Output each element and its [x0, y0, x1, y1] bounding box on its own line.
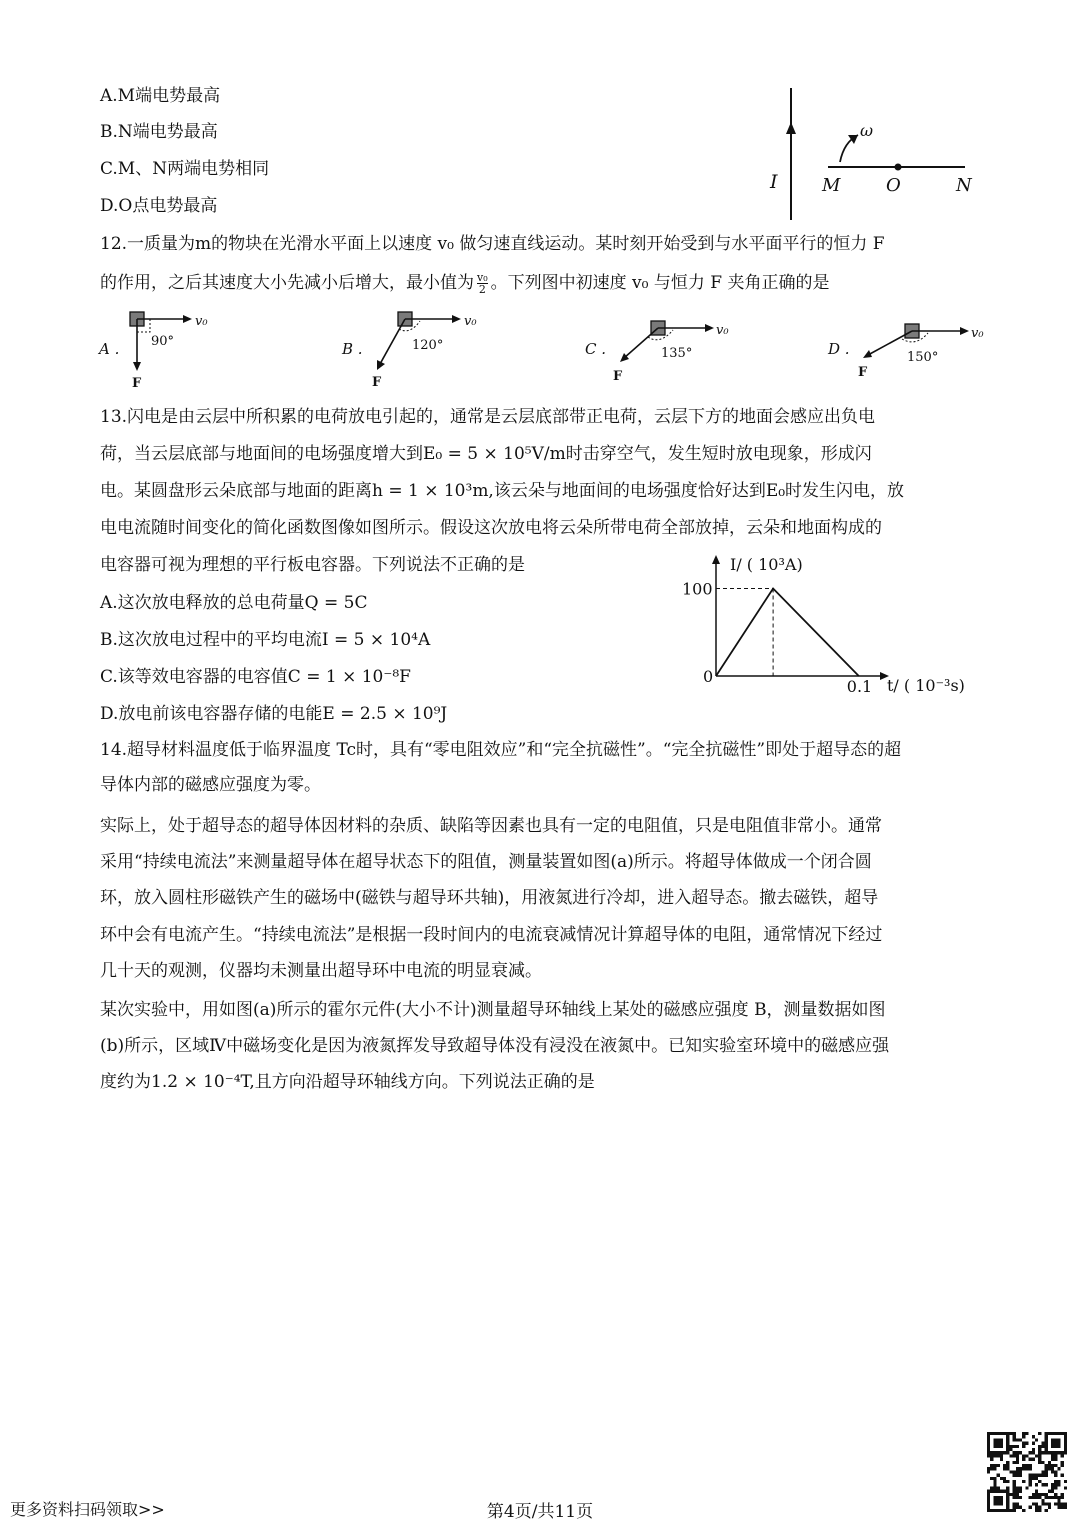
q12-choice-c: [585, 305, 745, 390]
svg-text:B .: B .: [342, 340, 363, 358]
svg-text:A .: A .: [99, 340, 120, 358]
q14-line-5: 环，放入圆柱形磁铁产生的磁场中(磁铁与超导环共轴)，用液氮进行冷却，进入超导态。撤去磁铁，超导: [100, 888, 879, 908]
q14-line-8: 某次实验中，用如图(a)所示的霍尔元件(大小不计)测量超导环轴线上某处的磁感应强度 B，测量数据如图: [100, 1000, 886, 1020]
velocity-arrow-icon: [960, 327, 969, 335]
q11-option-d: D.O点电势最高: [100, 196, 218, 216]
y-axis-label: I/ ( 10³A): [730, 555, 803, 574]
svg-text:90°: 90°: [151, 334, 175, 349]
q13-line-2: 荷，当云层底部与地面间的电场强度增大到E₀ = 5 × 10⁵V/m时击穿空气，发生短时放电现象，形成闪: [100, 444, 872, 464]
o-label: O: [886, 175, 901, 196]
svg-text:v₀: v₀: [716, 323, 729, 338]
q11-figure: [760, 80, 990, 225]
m-label: M: [822, 175, 841, 196]
current-label: I: [770, 171, 778, 193]
q12-line-2: 的作用，之后其速度大小先减小后增大，最小值为 $\frac{\text{v₀}}{2}$ 。下列图中初速度 v₀ 与恒力 F 夹角正确的是: [100, 271, 830, 296]
force-arrow-icon: [863, 350, 872, 358]
q13-option-b: B.这次放电过程中的平均电流I = 5 × 10⁴A: [100, 630, 431, 650]
svg-text:F: F: [372, 375, 382, 390]
q13-current-chart: [670, 548, 990, 703]
q11-option-c: C.M、N两端电势相同: [100, 159, 270, 179]
svg-text:120°: 120°: [412, 338, 444, 353]
x-tick-label: 0.1: [846, 677, 873, 696]
q13-option-c: C.该等效电容器的电容值C = 1 × 10⁻⁸F: [100, 667, 411, 687]
q14-line-1: 14.超导材料温度低于临界温度 Tc时，具有“零电阻效应”和“完全抗磁性”。“完全抗磁性”即处于超导态的超: [100, 740, 902, 760]
q11-option-b: B.N端电势最高: [100, 122, 218, 142]
x-axis-label: t/ ( 10⁻³s): [887, 676, 965, 695]
y-tick-label: 100: [682, 579, 713, 599]
current-arrow-icon: [786, 122, 796, 134]
force-arrow-icon: [133, 362, 141, 371]
q14-line-10: 度约为1.2 × 10⁻⁴T,且方向沿超导环轴线方向。下列说法正确的是: [100, 1072, 595, 1092]
n-label: N: [956, 175, 972, 196]
fraction: $\frac{\text{v₀}}{2}$: [477, 271, 488, 296]
q13-line-1: 13.闪电是由云层中所积累的电荷放电引起的，通常是云层底部带正电荷，云层下方的地面会感应出负电: [100, 407, 876, 427]
q13-line-4: 电电流随时间变化的简化函数图像如图所示。假设这次放电将云朵所带电荷全部放掉，云朵和地面构成的: [100, 518, 882, 538]
q13-option-d: D.放电前该电容器存储的电能E = 2.5 × 10⁹J: [100, 704, 448, 724]
svg-text:C .: C .: [585, 340, 607, 358]
velocity-arrow-icon: [452, 315, 461, 323]
svg-text:F: F: [858, 365, 868, 380]
svg-text:F: F: [613, 369, 623, 384]
velocity-arrow-icon: [705, 324, 714, 332]
page-number: 第4页/共11页: [486, 1502, 594, 1522]
svg-text:v₀: v₀: [464, 314, 477, 329]
q14-line-7: 几十天的观测，仪器均未测量出超导环中电流的明显衰减。: [100, 961, 542, 981]
svg-text:v₀: v₀: [971, 326, 984, 341]
qr-code-icon[interactable]: [987, 1432, 1067, 1512]
q14-line-3: 实际上，处于超导态的超导体因材料的杂质、缺陷等因素也具有一定的电阻值，只是电阻值非常小。通常: [100, 816, 882, 836]
svg-text:150°: 150°: [907, 350, 939, 365]
current-series-line: [716, 589, 859, 677]
footer-promo-link[interactable]: 更多资料扫码领取>>: [10, 1500, 165, 1519]
q14-line-6: 环中会有电流产生。“持续电流法”是根据一段时间内的电流衰减情况计算超导体的电阻，通常情况下经过: [100, 925, 883, 945]
svg-text:v₀: v₀: [195, 314, 208, 329]
y-axis-arrow-icon: [712, 555, 720, 564]
q11-option-a: A.M端电势最高: [100, 86, 221, 106]
svg-text:F: F: [132, 376, 142, 391]
svg-text:135°: 135°: [661, 346, 693, 361]
q12-choice-d: [828, 305, 988, 390]
q13-option-a: A.这次放电释放的总电荷量Q = 5C: [100, 593, 368, 613]
q13-line-3: 电。某圆盘形云朵底部与地面的距离h = 1 × 10³m,该云朵与地面间的电场强度恰好达到E₀时发生闪电，放: [100, 481, 905, 501]
pivot-point: [895, 164, 902, 171]
svg-text:D .: D .: [828, 340, 850, 358]
q14-line-9: (b)所示，区域Ⅳ中磁场变化是因为液氮挥发导致超导体没有浸没在液氮中。已知实验室环境中的磁感应强: [100, 1036, 890, 1056]
q14-line-2: 导体内部的磁感应强度为零。: [100, 775, 321, 795]
velocity-arrow-icon: [183, 315, 192, 323]
origin-label: 0: [703, 667, 714, 686]
q13-line-5: 电容器可视为理想的平行板电容器。下列说法不正确的是: [100, 555, 525, 575]
omega-label: ω: [860, 121, 874, 140]
q12-line-1: 12.一质量为m的物块在光滑水平面上以速度 v₀ 做匀速直线运动。某时刻开始受到与水平面平行的恒力 F: [100, 234, 885, 254]
q12-choice-a: [95, 305, 235, 390]
q14-line-4: 采用“持续电流法”来测量超导体在超导状态下的阻值，测量装置如图(a)所示。将超导体做成一个闭合圆: [100, 852, 872, 872]
q12-choice-b: [340, 305, 490, 390]
